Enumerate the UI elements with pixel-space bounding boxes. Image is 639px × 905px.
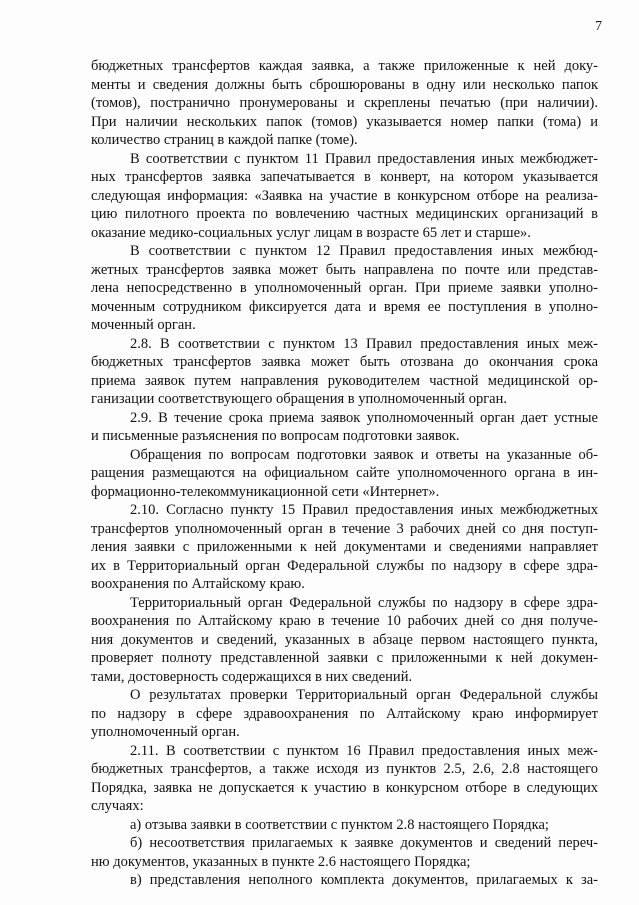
text-line: В соответствии с пунктом 12 Правил предоставления иных межбюд- [130,243,598,259]
text-line: уполномоченный орган. [91,724,240,740]
text-line: ращения размещаются на официальном сайте уполномоченного органа в ин- [91,465,598,481]
paragraph [91,816,598,835]
text-line: О результатах проверки Территориальный орган Федеральной службы [130,687,598,703]
text-line: 2.10. Согласно пункту 15 Правил предоставления иных межбюджетных [130,502,598,518]
text-line: в) представления неполного комплекта документов, прилагаемых к за- [130,872,598,888]
text-line: (томов), постранично пронумерованы и скреплены печатью (при наличии). [91,95,598,111]
paragraph [91,242,598,335]
text-line: ганизации соответствующего обращения в уполномоченный орган. [91,391,507,407]
text-line: моченным сотрудником фиксируется дата и время ее поступления в уполно- [91,298,598,315]
page-number: 7 [595,18,602,33]
text-line: проверяет полноту представленной заявки с приложенными к ней докумен- [91,650,598,666]
text-line: 2.11. В соответствии с пунктом 16 Правил предоставления иных меж- [130,742,598,759]
paragraph [91,446,598,502]
text-line: по надзору в сфере здравоохранения по Алтайскому краю информирует [91,705,598,722]
text-line: случаях: [91,798,144,814]
text-line: жетных трансфертов заявка может быть направлена по почте или представ- [91,261,598,278]
paragraph [91,57,598,150]
text-line: количество страниц в каждой папке (томе). [91,132,358,148]
text-line: оказание медико-социальных услуг лицам в возрасте 65 лет и старше». [91,224,531,241]
text-line: воохранения по Алтайскому краю. [91,576,305,592]
text-line: Территориальный орган Федеральной службы по надзору в сфере здра- [130,594,598,611]
text-line: их в Территориальный орган Федеральной службы по надзору в сфере здра- [91,557,598,574]
text-line: лена непосредственно в уполномоченный орган. При приеме заявки уполно- [91,280,598,296]
text-line: цию пилотного проекта по вовлечению частных медицинских организаций в [91,206,598,222]
text-line: Порядка, заявка не допускается к участию в конкурсном отборе в следующих [91,779,598,796]
text-line: формационно-телекоммуникационной сети «Интернет». [91,483,440,500]
text-line: б) несоответствия прилагаемых к заявке документов и сведений переч- [130,835,598,851]
text-line: а) отзыва заявки в соответствии с пунктом 2.8 настоящего Порядка; [130,816,549,833]
paragraph [91,409,598,446]
text-line: 2.8. В соответствии с пунктом 13 Правил предоставления иных меж- [130,335,598,352]
text-line: ню документов, указанных в пункте 2.6 настоящего Порядка; [91,853,471,870]
paragraph [91,871,598,890]
document-body [91,57,598,890]
paragraph [91,150,598,243]
text-line: трансфертов уполномоченный орган в течение 3 рабочих дней со дня поступ- [91,520,598,537]
paragraph [91,686,598,742]
text-line: бюджетных трансфертов каждая заявка, а также приложенные к ней доку- [91,58,598,74]
text-line: ных трансфертов заявка запечатывается в конверт, на котором указывается [91,169,598,185]
text-line: приема заявок путем направления руководителем частной медицинской ор- [91,372,598,389]
text-line: менты и сведения должны быть сброшюрованы в одну или несколько папок [91,76,598,93]
text-line: В соответствии с пунктом 11 Правил предоставления иных межбюджет- [130,150,598,167]
paragraph [91,594,598,687]
text-line: бюджетных трансфертов заявка может быть отозвана до окончания срока [91,354,598,370]
paragraph [91,501,598,594]
paragraph [91,742,598,816]
text-line: тами, достоверность содержащихся в них сведений. [91,668,413,685]
paragraph [91,335,598,409]
text-line: Обращения по вопросам подготовки заявок и ответы на указанные об- [130,446,598,463]
text-line: 2.9. В течение срока приема заявок уполномоченный орган дает устные [130,409,598,426]
text-line: моченный орган. [91,317,196,333]
text-line: следующая информация: «Заявка на участие в конкурсном отборе на реализа- [91,187,598,204]
text-line: При наличии нескольких папок (томов) указывается номер папки (тома) и [91,113,598,130]
text-line: воохранения по Алтайскому краю в течение 10 рабочих дней со дня получе- [91,613,598,629]
text-line: и письменные разъяснения по вопросам подготовки заявок. [91,428,460,444]
text-line: бюджетных трансфертов, а также исходя из пунктов 2.5, 2.6, 2.8 настоящего [91,761,598,777]
text-line: ния документов и сведений, указанных в абзаце первом настоящего пункта, [91,631,598,648]
text-line: ления заявки с приложенными к ней документами и сведениями направляет [91,539,598,555]
paragraph [91,834,598,871]
